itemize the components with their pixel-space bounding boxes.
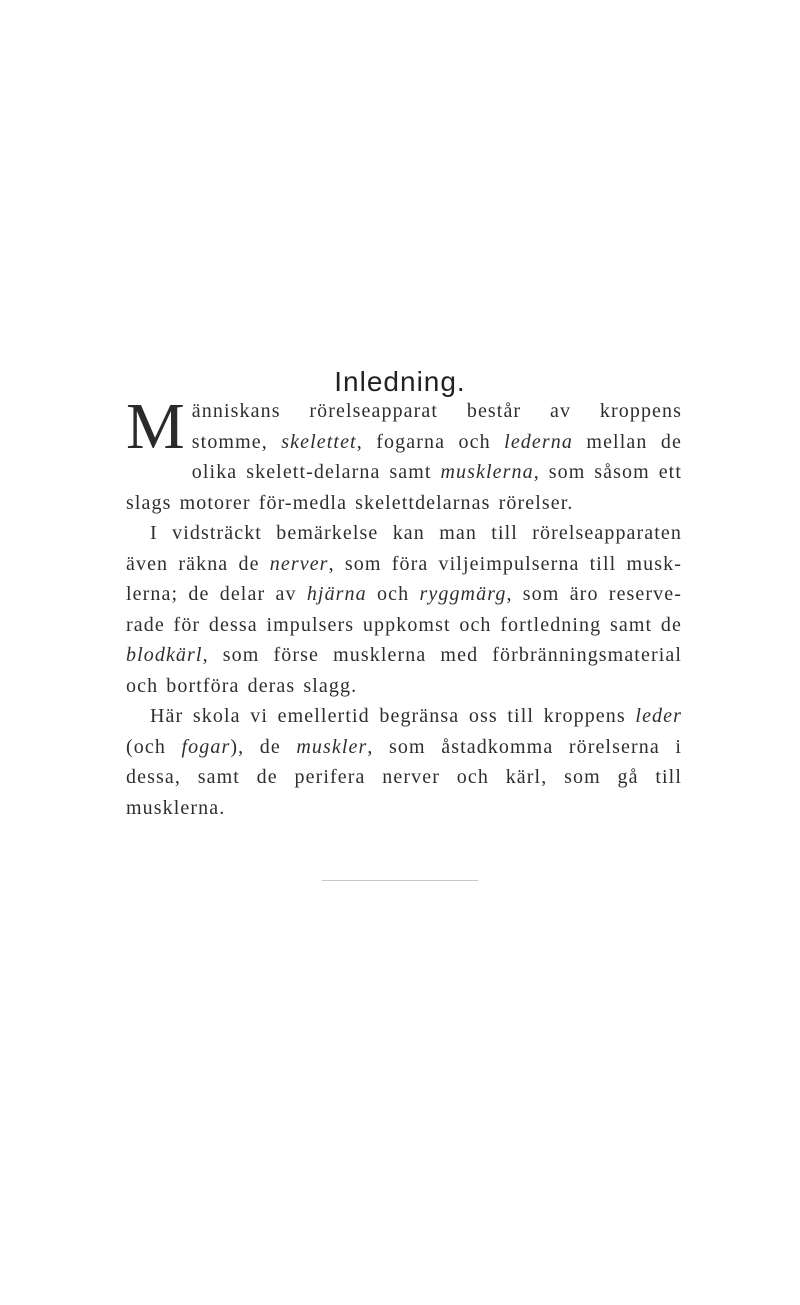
paragraph-1 xyxy=(126,390,682,518)
emphasis-term: fogar xyxy=(181,735,231,758)
chapter-body xyxy=(126,390,682,823)
emphasis-term: blodkärl xyxy=(126,644,203,666)
text-run: , som såsom ett slags motorer för-medla skelettdelarnas rörelser. xyxy=(126,461,682,514)
emphasis-term: musklerna xyxy=(440,461,534,483)
emphasis-term: leder xyxy=(635,705,682,727)
section-divider xyxy=(322,880,478,881)
emphasis-term: muskler xyxy=(296,735,368,758)
text-run: , som föra viljeimpulserna till musk-lerna; de delar av xyxy=(126,552,682,605)
text-run: änniskans rörelseapparat består av kroppens stomme, xyxy=(191,400,682,453)
text-run: Här skola vi emellertid begränsa oss till kroppens xyxy=(150,705,636,727)
text-run: I vidsträckt bemärkelse kan man till rörelseapparaten även räkna de xyxy=(126,522,682,575)
paragraph-3 xyxy=(126,701,682,823)
text-run: mellan de olika skelett-delarna samt xyxy=(191,430,682,483)
text-run: , som äro reserve-rade för dessa impulsers uppkomst och fortledning samt de xyxy=(126,583,682,636)
paragraph-2 xyxy=(126,518,682,701)
text-run: (och xyxy=(126,735,182,758)
text-run: , fogarna och xyxy=(356,430,505,453)
text-run: , som förse musklerna med förbränningsmaterial och bortföra deras slagg. xyxy=(126,644,682,697)
chapter-heading: Inledning. xyxy=(334,366,466,397)
emphasis-term: hjärna xyxy=(306,583,367,605)
emphasis-term: ryggmärg xyxy=(419,583,507,605)
drop-cap: M xyxy=(126,390,186,463)
text-run: ), de xyxy=(230,735,297,758)
emphasis-term: skelettet xyxy=(281,430,357,453)
emphasis-term: nerver xyxy=(269,552,329,575)
text-run: , som åstadkomma rörelserna i dessa, samt de perifera nerver och kärl, som gå till musklerna. xyxy=(126,735,682,819)
text-run: och xyxy=(366,583,420,605)
emphasis-term: lederna xyxy=(504,430,573,453)
